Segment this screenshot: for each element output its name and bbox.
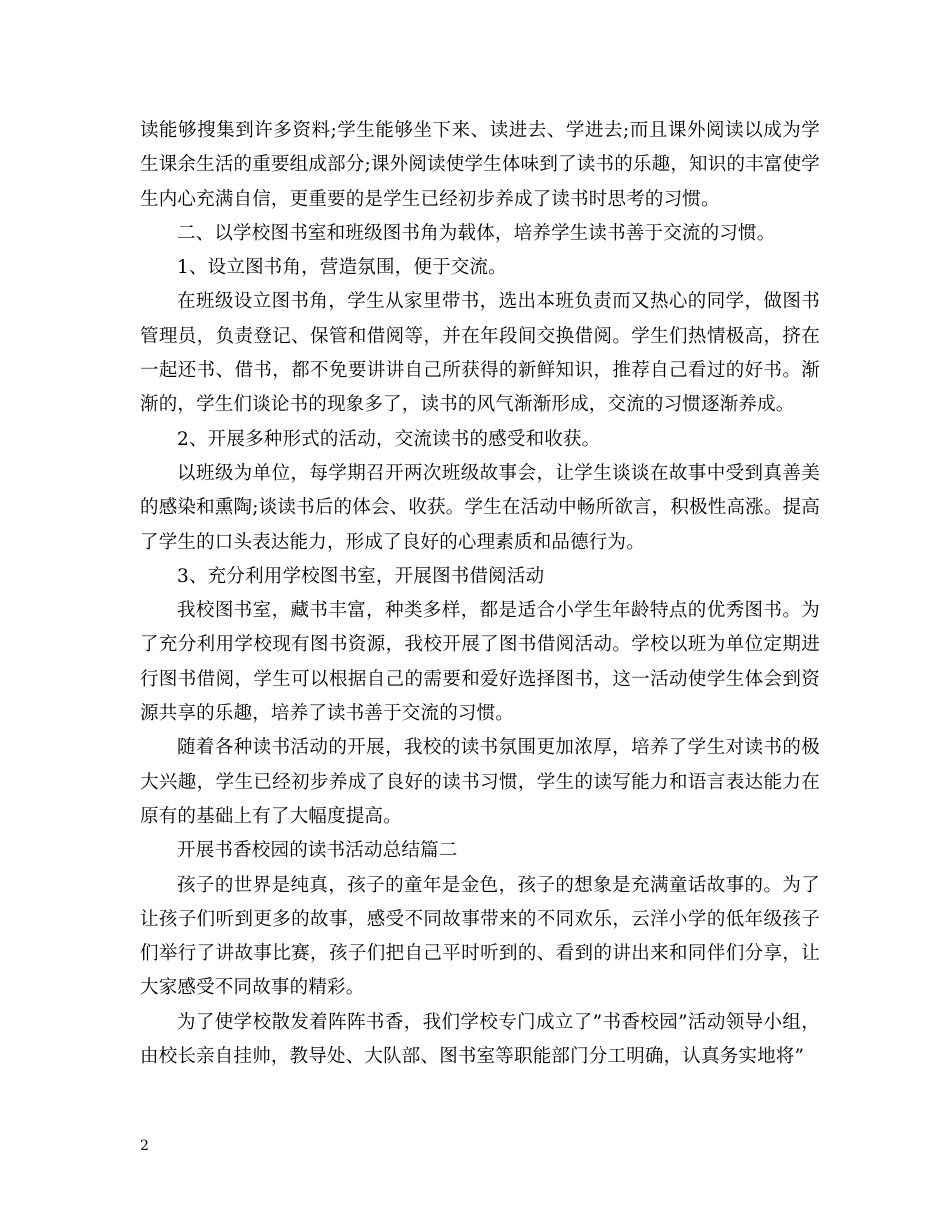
paragraph-storytelling: 孩子的世界是纯真，孩子的童年是金色，孩子的想象是充满童话故事的。为了让孩子们听到更多的故事，感受不同故事带来的不同欢乐，云洋小学的低年级孩子们举行了讲故事比赛，孩子们把自己平时听到的、看到的讲出来和同伴们分享，让大家感受不同故事的精彩。 <box>140 874 820 999</box>
article-title-part-two: 开展书香校园的读书活动总结篇二 <box>177 840 458 862</box>
subheading-3: 3、充分利用学校图书室，开展图书借阅活动 <box>177 565 545 587</box>
subheading-2: 2、开展多种形式的活动，交流读书的感受和收获。 <box>177 428 601 450</box>
section-heading-2: 二、以学校图书室和班级图书角为载体，培养学生读书善于交流的习惯。 <box>177 222 776 244</box>
body-text <box>140 114 820 1074</box>
paragraph-story-meeting: 以班级为单位，每学期召开两次班级故事会，让学生谈谈在故事中受到真善美的感染和熏陶;谈读书后的体会、收获。学生在活动中畅所欲言，积极性高涨。提高了学生的口头表达能力，形成了良好的心理素质和品德行为。 <box>140 462 820 553</box>
paragraph-continuation: 读能够搜集到许多资料;学生能够坐下来、读进去、学进去;而且课外阅读以成为学生课余生活的重要组成部分;课外阅读使学生体味到了读书的乐趣，知识的丰富使学生内心充满自信，更重要的是学生已经初步养成了读书时思考的习惯。 <box>140 120 820 210</box>
paragraph-leadership: 为了使学校散发着阵阵书香，我们学校专门成立了”书香校园”活动领导小组，由校长亲自挂帅，教导处、大队部、图书室等职能部门分工明确，认真务实地将” <box>140 1011 820 1068</box>
paragraph-summary: 随着各种读书活动的开展，我校的读书氛围更加浓厚，培养了学生对读书的极大兴趣，学生已经初步养成了良好的读书习惯，学生的读写能力和语言表达能力在原有的基础上有了大幅度提高。 <box>140 737 820 827</box>
paragraph-library: 我校图书室，藏书丰富，种类多样，都是适合小学生年龄特点的优秀图书。为了充分利用学校现有图书资源，我校开展了图书借阅活动。学校以班为单位定期进行图书借阅，学生可以根据自己的需要和爱好选择图书，这一活动使学生体会到资源共享的乐趣，培养了读书善于交流的习惯。 <box>140 600 820 725</box>
page-number: 2 <box>140 1138 149 1154</box>
subheading-1: 1、设立图书角，营造氛围，便于交流。 <box>177 257 507 279</box>
paragraph-book-corner: 在班级设立图书角，学生从家里带书，选出本班负责而又热心的同学，做图书管理员，负责登记、保管和借阅等，并在年段间交换借阅。学生们热情极高，挤在一起还书、借书，都不免要讲讲自己所获得的新鲜知识，推荐自己看过的好书。渐渐的，学生们谈论书的现象多了，读书的风气渐渐形成，交流的习惯逐渐养成。 <box>140 291 820 416</box>
